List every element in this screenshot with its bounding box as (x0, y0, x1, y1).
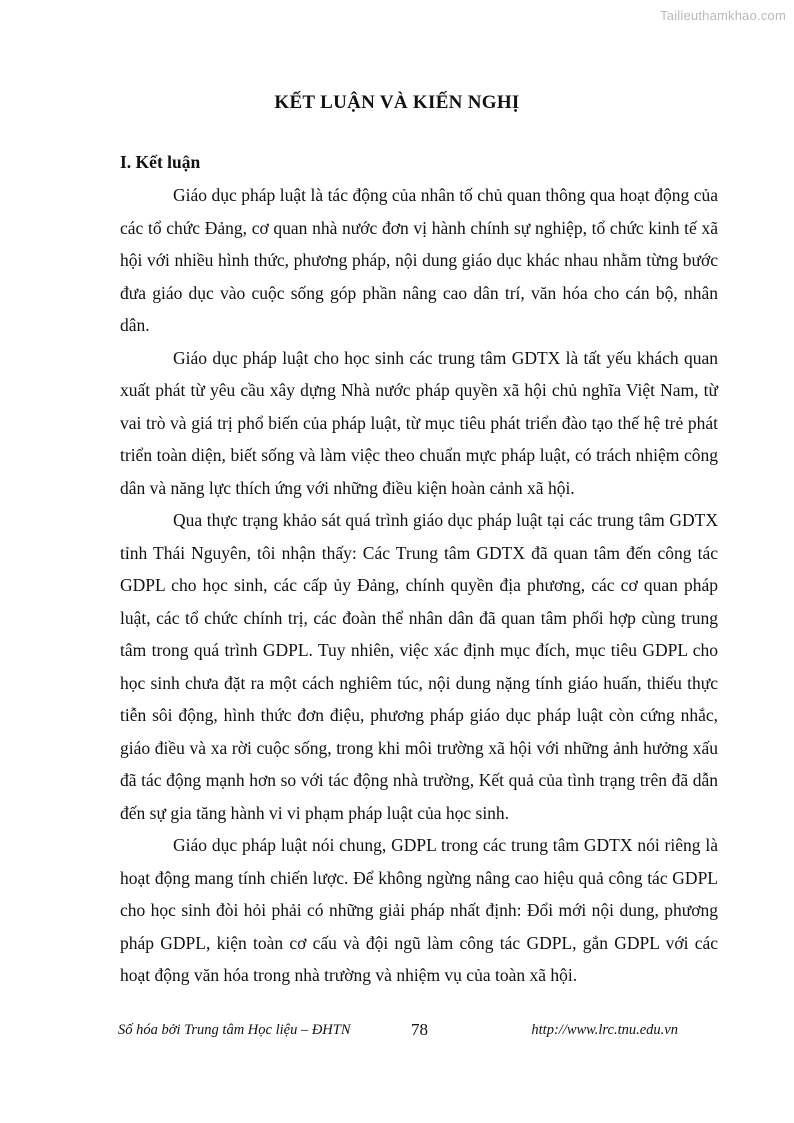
document-body (120, 146, 718, 992)
section-heading: I. Kết luận (120, 152, 201, 172)
footer-digitized-by: Số hóa bởi Trung tâm Học liệu – ĐHTN (118, 1022, 351, 1038)
paragraph-2: Giáo dục pháp luật cho học sinh các trung tâm GDTX là tất yếu khách quan xuất phát từ yêu cầu xây dựng Nhà nước pháp quyền xã hội chủ nghĩa Việt Nam, từ vai trò và giá trị phổ biến của pháp luật, từ mục tiêu phát triển đào tạo thế hệ trẻ phát triển toàn diện, biết sống và làm việc theo chuẩn mực pháp luật, có trách nhiệm công dân và năng lực thích ứng với những điều kiện hoàn cảnh xã hội. (120, 347, 718, 498)
page-number: 78 (411, 1020, 428, 1039)
paragraph-1: Giáo dục pháp luật là tác động của nhân tố chủ quan thông qua hoạt động của các tổ chức Đảng, cơ quan nhà nước đơn vị hành chính sự nghiệp, tổ chức kinh tế xã hội với nhiều hình thức, phương pháp, nội dung giáo dục khác nhau nhằm từng bước đưa giáo dục vào cuộc sống góp phần nâng cao dân trí, văn hóa cho cán bộ, nhân dân. (120, 185, 718, 335)
footer-url: http://www.lrc.tnu.edu.vn (531, 1022, 678, 1038)
paragraph-3: Qua thực trạng khảo sát quá trình giáo dục pháp luật tại các trung tâm GDTX tỉnh Thái Nguyên, tôi nhận thấy: Các Trung tâm GDTX đã quan tâm đến công tác GDPL cho học sinh, các cấp ủy Đảng, chính quyền địa phương, các cơ quan pháp luật, các tổ chức chính trị, các đoàn thể nhân dân đã quan tâm phối hợp cùng trung tâm trong quá trình GDPL. Tuy nhiên, việc xác định mục đích, mục tiêu GDPL cho học sinh chưa đặt ra một cách nghiêm túc, nội dung nặng tính giáo huấn, thiếu thực tiễn sôi động, hình thức đơn điệu, phương pháp giáo dục pháp luật còn cứng nhắc, giáo điều và xa rời cuộc sống, trong khi môi trường xã hội với những ảnh hưởng xấu đã tác động mạnh hơn so với tác động nhà trường, Kết quả của tình trạng trên đã dẫn đến sự gia tăng hành vi vi phạm pháp luật của học sinh. (120, 510, 718, 823)
page-title: KẾT LUẬN VÀ KIẾN NGHỊ (274, 92, 520, 113)
page-footer (118, 1022, 678, 1044)
watermark: Tailieuthamkhao.com (660, 8, 786, 23)
paragraph-4: Giáo dục pháp luật nói chung, GDPL trong các trung tâm GDTX nói riêng là hoạt động mang tính chiến lược. Để không ngừng nâng cao hiệu quả công tác GDPL cho học sinh đòi hỏi phải có những giải pháp nhất định: Đổi mới nội dung, phương pháp GDPL, kiện toàn cơ cấu và đội ngũ làm công tác GDPL, gắn GDPL với các hoạt động văn hóa trong nhà trường và nhiệm vụ của toàn xã hội. (120, 835, 718, 985)
